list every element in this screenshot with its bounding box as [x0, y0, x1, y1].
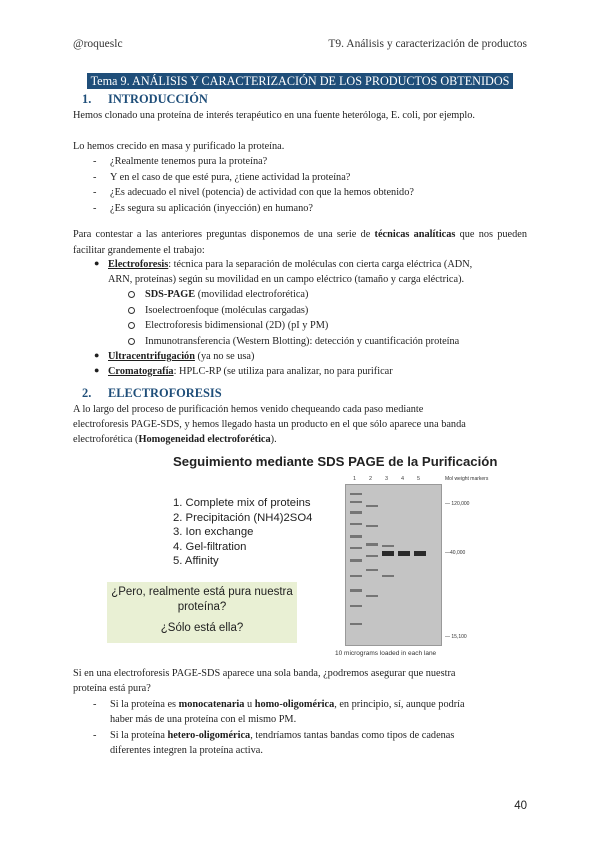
sub-technique-2d: Electroforesis bidimensional (2D) (pI y PM)	[145, 320, 329, 331]
technique-cromatografia: Cromatografía: HPLC-RP (se utiliza para analizar, no para purificar	[108, 366, 393, 377]
intro-paragraph-2: Lo hemos crecido en masa y purificado la proteína.	[73, 141, 285, 152]
marker-label: — 120,000	[445, 501, 470, 507]
section-heading-introduccion	[82, 92, 208, 107]
answer-item: - Si la proteína hetero-oligomérica, tendríamos tantas bandas como tipos de cadenas	[93, 730, 455, 741]
purity-question-line: proteína está pura?	[73, 683, 151, 694]
electro-paragraph-line: electroforesis PAGE-SDS, y hemos llegado hasta un producto en el que sólo aparece una banda	[73, 419, 466, 430]
gel-image	[345, 484, 442, 646]
answer-item: - Si la proteína es monocatenaria u homo-oligomérica, en principio, sí, aunque podría	[93, 699, 465, 710]
question-item: - ¿Es segura su aplicación (inyección) en humano?	[93, 203, 313, 214]
lane-number: 4	[401, 476, 405, 482]
purification-step: 2. Precipitación (NH4)2SO4	[173, 511, 313, 524]
lane-number: 3	[385, 476, 389, 482]
purification-step: 1. Complete mix of proteins	[173, 497, 311, 509]
technique-electroforesis: Electroforesis: técnica para la separación de moléculas con cierta carga eléctrica (ADN,	[108, 259, 473, 270]
question-item: - ¿Es adecuado el nivel (potencia) de actividad con que la hemos obtenido?	[93, 187, 414, 198]
circle-bullet-icon	[128, 307, 135, 314]
bullet-icon: ●	[94, 350, 100, 360]
electro-paragraph-line: A lo largo del proceso de purificación hemos venido chequeando cada paso mediante	[73, 404, 424, 415]
marker-label: — 15,100	[445, 634, 467, 640]
header-author: @roqueslc	[73, 38, 123, 50]
bullet-icon: ●	[94, 258, 100, 268]
page-number: 40	[514, 800, 527, 812]
lane-number: 1	[353, 476, 357, 482]
section-number: 2.	[82, 386, 92, 400]
figure-caption: 10 micrograms loaded in each lane	[335, 650, 437, 657]
section-title: INTRODUCCIÓN	[108, 92, 208, 106]
figure-title: Seguimiento mediante SDS PAGE de la Purificación	[173, 454, 498, 469]
section-heading-electroforesis	[82, 386, 222, 401]
section-title: ELECTROFORESIS	[108, 386, 222, 400]
question-box: ¿Pero, realmente está pura nuestra proteína? ¿Sólo está ella?	[107, 582, 297, 643]
circle-bullet-icon	[128, 322, 135, 329]
marker-header: Mol weight markers	[445, 476, 489, 482]
marker-label: —40,000	[445, 550, 466, 556]
answer-item-cont: haber más de una proteína con el mismo PM.	[110, 714, 297, 725]
question-item: - Y en el caso de que esté pura, ¿tiene actividad la proteína?	[93, 172, 351, 183]
header-chapter: T9. Análisis y caracterización de productos	[328, 38, 527, 50]
technique-ultracentrifugacion: Ultracentrifugación (ya no se usa)	[108, 351, 255, 362]
circle-bullet-icon	[128, 338, 135, 345]
sub-technique-western: Inmunotransferencia (Western Blotting): detección y cuantificación proteína	[145, 336, 460, 347]
gel-bands	[346, 485, 441, 645]
circle-bullet-icon	[128, 291, 135, 298]
bullet-icon: ●	[94, 365, 100, 375]
page-title: Tema 9. ANÁLISIS Y CARACTERIZACIÓN DE LOS PRODUCTOS OBTENIDOS	[90, 74, 510, 88]
lane-number: 2	[369, 476, 373, 482]
purity-question-line: Si en una electroforesis PAGE-SDS aparece una sola banda, ¿podremos asegurar que nuestra	[73, 668, 456, 679]
purification-steps	[173, 496, 312, 569]
techniques-paragraph: Para contestar a las anteriores preguntas disponemos de una serie de técnicas analíticas que nos pueden facilitar grandemente el trabajo:	[73, 229, 527, 256]
sds-page-figure	[95, 446, 515, 666]
lane-number: 5	[417, 476, 421, 482]
question-item: - ¿Realmente tenemos pura la proteína?	[93, 156, 268, 167]
purification-step: 3. Ion exchange	[173, 526, 254, 538]
answer-item-cont: diferentes integren la proteína activa.	[110, 745, 263, 756]
purification-step: 5. Affinity	[173, 555, 219, 567]
purification-step: 4. Gel-filtration	[173, 540, 247, 553]
intro-paragraph-1: Hemos clonado una proteína de interés terapéutico en una fuente heteróloga, E. coli, por ejemplo.	[73, 110, 476, 121]
sub-technique-sds-page: SDS-PAGE (movilidad electroforética)	[145, 289, 309, 300]
electro-paragraph-line: electroforética (Homogeneidad electroforética).	[73, 434, 277, 445]
sub-technique-isoelectroenfoque: Isoelectroenfoque (moléculas cargadas)	[145, 305, 309, 316]
technique-electroforesis-desc: ARN, proteínas) según su movilidad en un campo eléctrico (tamaño y carga eléctrica).	[108, 274, 465, 285]
section-number: 1.	[82, 92, 92, 106]
